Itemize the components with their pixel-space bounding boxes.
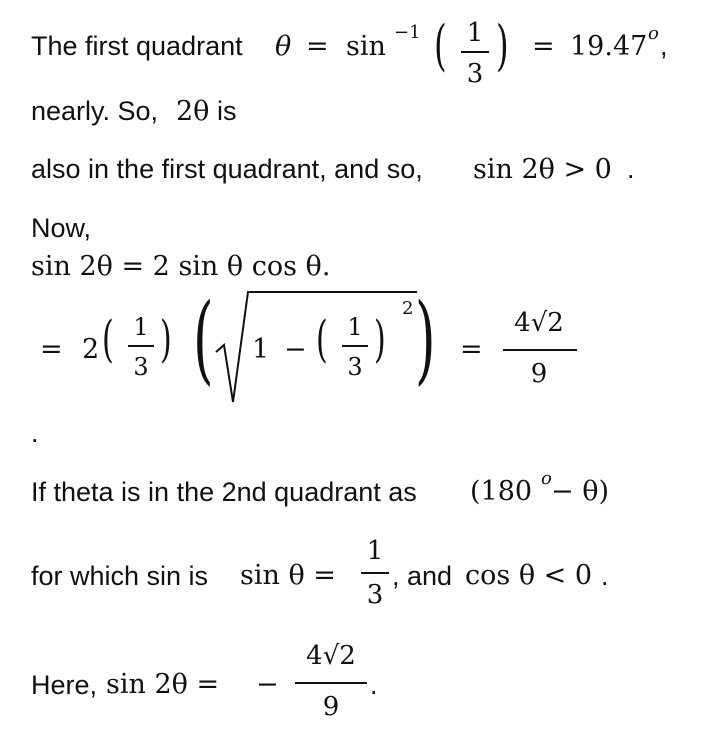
line9-fracbar <box>361 572 389 574</box>
line6-den1: 3 <box>133 353 149 381</box>
line1-text: The first quadrant <box>31 31 243 61</box>
line2-expr: 2θ <box>176 96 210 127</box>
line1-eq: = <box>306 31 329 62</box>
line6-den2: 3 <box>347 353 363 381</box>
line3-text: also in the first quadrant, and so, <box>31 154 423 184</box>
line8-expr-open: (180 <box>470 476 533 507</box>
line1-theta: θ <box>275 31 292 62</box>
line6-one: 1 <box>252 334 270 365</box>
line6-rden: 9 <box>530 359 548 389</box>
line10-num: 4√2 <box>306 641 356 671</box>
line9-text2: , and <box>392 561 453 591</box>
line1-lparen: ( <box>434 14 447 77</box>
line4-text: Now, <box>31 213 92 243</box>
line6-exp: 2 <box>402 298 414 319</box>
line6-lparen-big: ( <box>193 283 214 395</box>
line3-expr: sin 2θ > 0 <box>473 154 612 185</box>
line1-value: 19.47 <box>570 31 648 62</box>
line1-comma: , <box>660 31 668 61</box>
line1-eq2: = <box>532 31 555 62</box>
line6-rparen-big: ) <box>415 283 436 395</box>
line6-rparen-1: ) <box>160 310 172 368</box>
line6-eq2: = <box>460 334 483 365</box>
line6-fracbar-3 <box>503 349 577 351</box>
line10-minus: − <box>256 669 279 700</box>
line8-deg: o <box>541 468 552 489</box>
line9-expr2: cos θ < 0 <box>465 560 593 591</box>
line6-rnum: 4√2 <box>514 308 564 338</box>
line9-num: 1 <box>366 536 384 566</box>
line3-period: . <box>627 154 635 184</box>
line6-lparen-1: ( <box>102 310 114 368</box>
line6-two: 2 <box>82 334 100 365</box>
line6-rparen-2: ) <box>374 310 386 368</box>
line2-text-after: is <box>217 96 237 126</box>
line7-dot: . <box>31 418 39 448</box>
line5-expr: sin 2θ = 2 sin θ cos θ. <box>31 251 331 282</box>
line1-rparen: ) <box>496 14 509 77</box>
line10-period: . <box>370 670 378 700</box>
line10-text: Here, <box>31 670 98 700</box>
line9-den: 3 <box>366 580 384 610</box>
line1-exp: −1 <box>394 22 421 43</box>
line6-num2: 1 <box>347 313 363 341</box>
line6-num1: 1 <box>133 313 149 341</box>
line1-num: 1 <box>466 18 484 48</box>
line1-deg: o <box>648 23 659 44</box>
line1-den: 3 <box>466 59 484 89</box>
line8-text: If theta is in the 2nd quadrant as <box>31 477 417 507</box>
line1-sin: sin <box>346 31 386 62</box>
line9-period: . <box>601 561 609 591</box>
line9-expr: sin θ = <box>240 560 336 591</box>
line10-expr: sin 2θ = <box>106 669 220 700</box>
line6-minus: − <box>284 334 307 365</box>
line2-text: nearly. So, <box>31 96 159 126</box>
line9-text: for which sin is <box>31 561 209 591</box>
line10-fracbar <box>295 682 367 684</box>
line8-expr-rest: − θ) <box>551 476 609 507</box>
line6-eq: = <box>40 334 63 365</box>
line6-lparen-2: ( <box>316 310 328 368</box>
line6-fracbar-2 <box>342 345 368 347</box>
line10-den: 9 <box>322 692 340 722</box>
